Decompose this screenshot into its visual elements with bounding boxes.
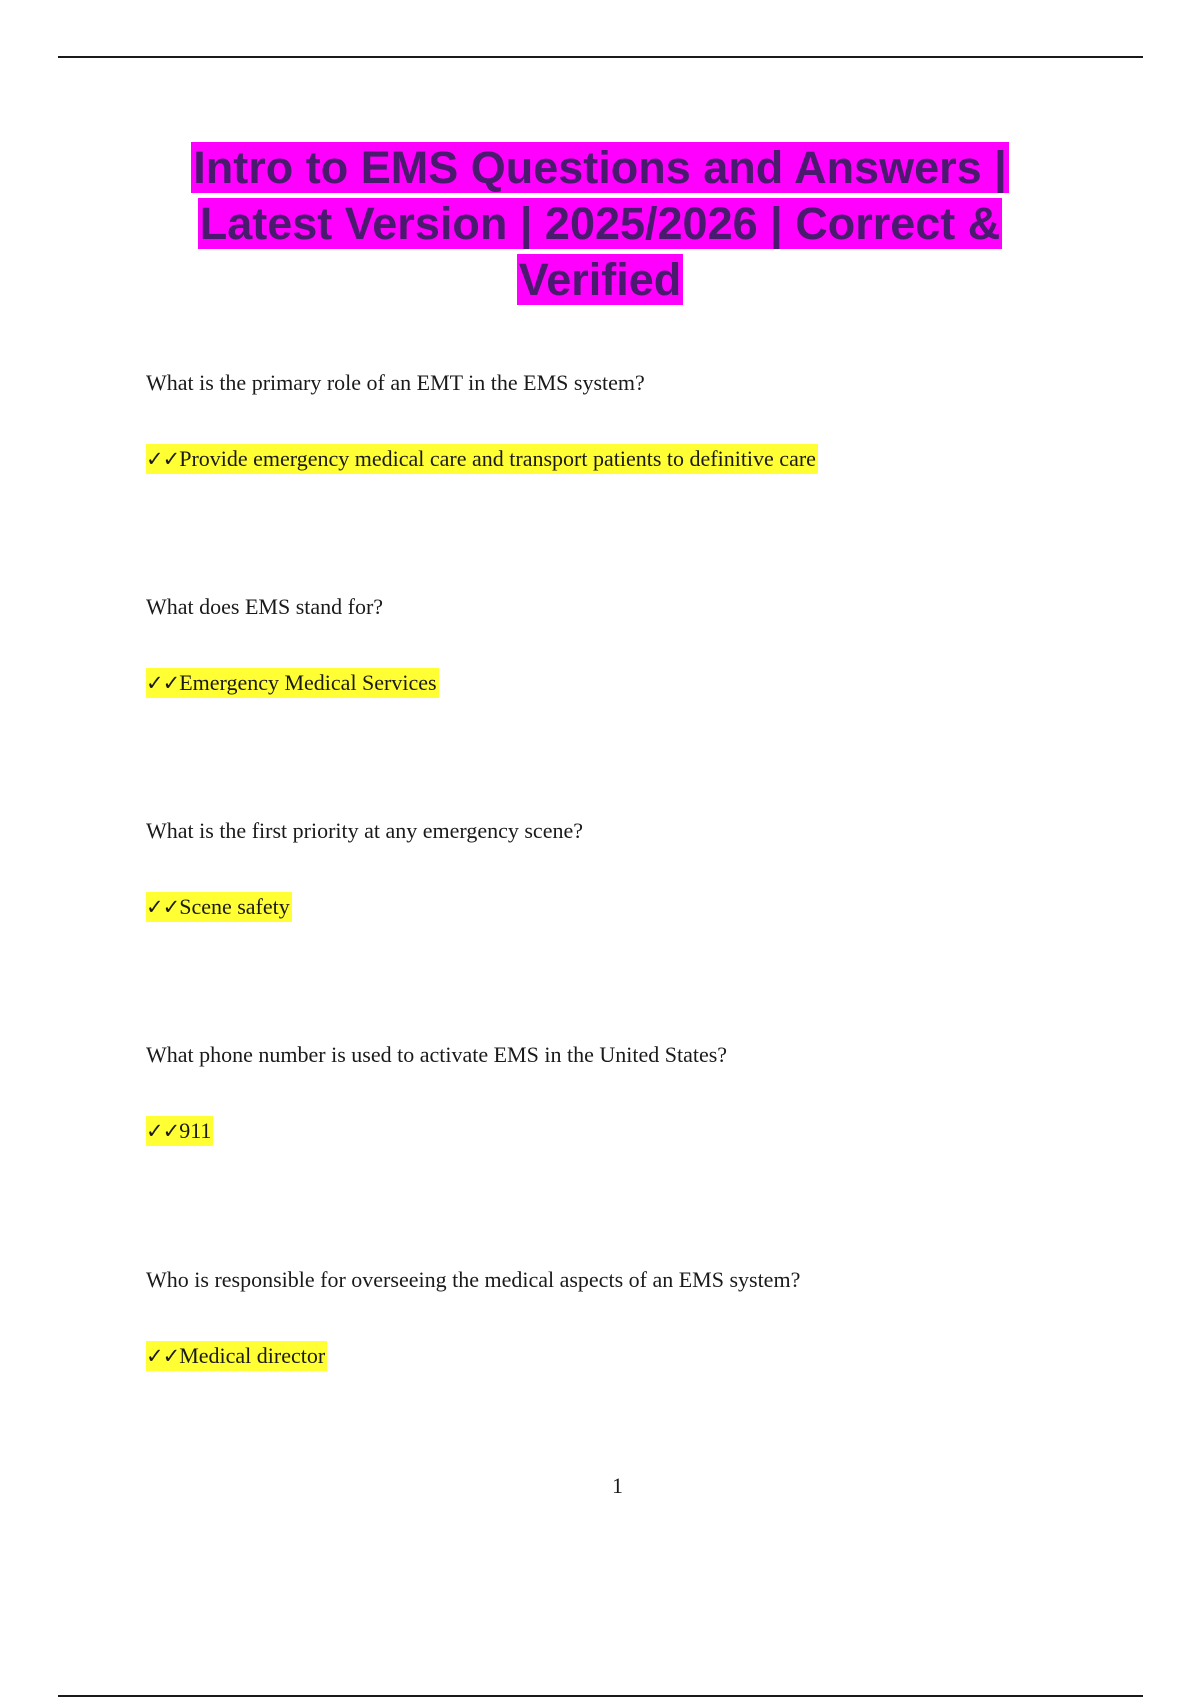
answer-block [146, 445, 1146, 473]
question-text: Who is responsible for overseeing the medical aspects of an EMS system? [146, 1267, 801, 1292]
top-rule [58, 56, 1143, 58]
bottom-rule [58, 1695, 1143, 1697]
page-number: 1 [612, 1473, 623, 1498]
qa-item [146, 1041, 1146, 1145]
document-title [60, 140, 1140, 308]
question-text: What does EMS stand for? [146, 594, 384, 619]
answer-highlight [146, 668, 439, 698]
double-check-icon: ✓✓ [146, 447, 180, 471]
answer-block [146, 669, 1146, 697]
answer-text: Scene safety [179, 894, 290, 919]
question-text: What is the first priority at any emergency scene? [146, 818, 583, 843]
answer-highlight [146, 444, 818, 474]
answer-highlight [146, 1341, 327, 1371]
answer-block [146, 1342, 1146, 1370]
answer-text: Medical director [179, 1343, 326, 1368]
double-check-icon: ✓✓ [146, 1344, 180, 1368]
title-line-1: Intro to EMS Questions and Answers | [193, 142, 1007, 193]
double-check-icon: ✓✓ [146, 1119, 180, 1143]
answer-text: 911 [179, 1118, 212, 1143]
title-line-2: Latest Version | 2025/2026 | Correct & [199, 198, 1001, 249]
question-text: What phone number is used to activate EMS in the United States? [146, 1042, 728, 1067]
answer-text: Provide emergency medical care and transport patients to definitive care [179, 446, 816, 471]
title-line-3: Verified [518, 254, 682, 305]
double-check-icon: ✓✓ [146, 895, 180, 919]
answer-highlight [146, 892, 292, 922]
answer-block [146, 1117, 1146, 1145]
question-text: What is the primary role of an EMT in the EMS system? [146, 370, 645, 395]
double-check-icon: ✓✓ [146, 671, 180, 695]
answer-block [146, 893, 1146, 921]
qa-item [146, 817, 1146, 921]
qa-item [146, 593, 1146, 697]
answer-text: Emergency Medical Services [179, 670, 437, 695]
qa-item [146, 369, 1146, 473]
qa-item [146, 1266, 1146, 1370]
answer-highlight [146, 1116, 213, 1146]
